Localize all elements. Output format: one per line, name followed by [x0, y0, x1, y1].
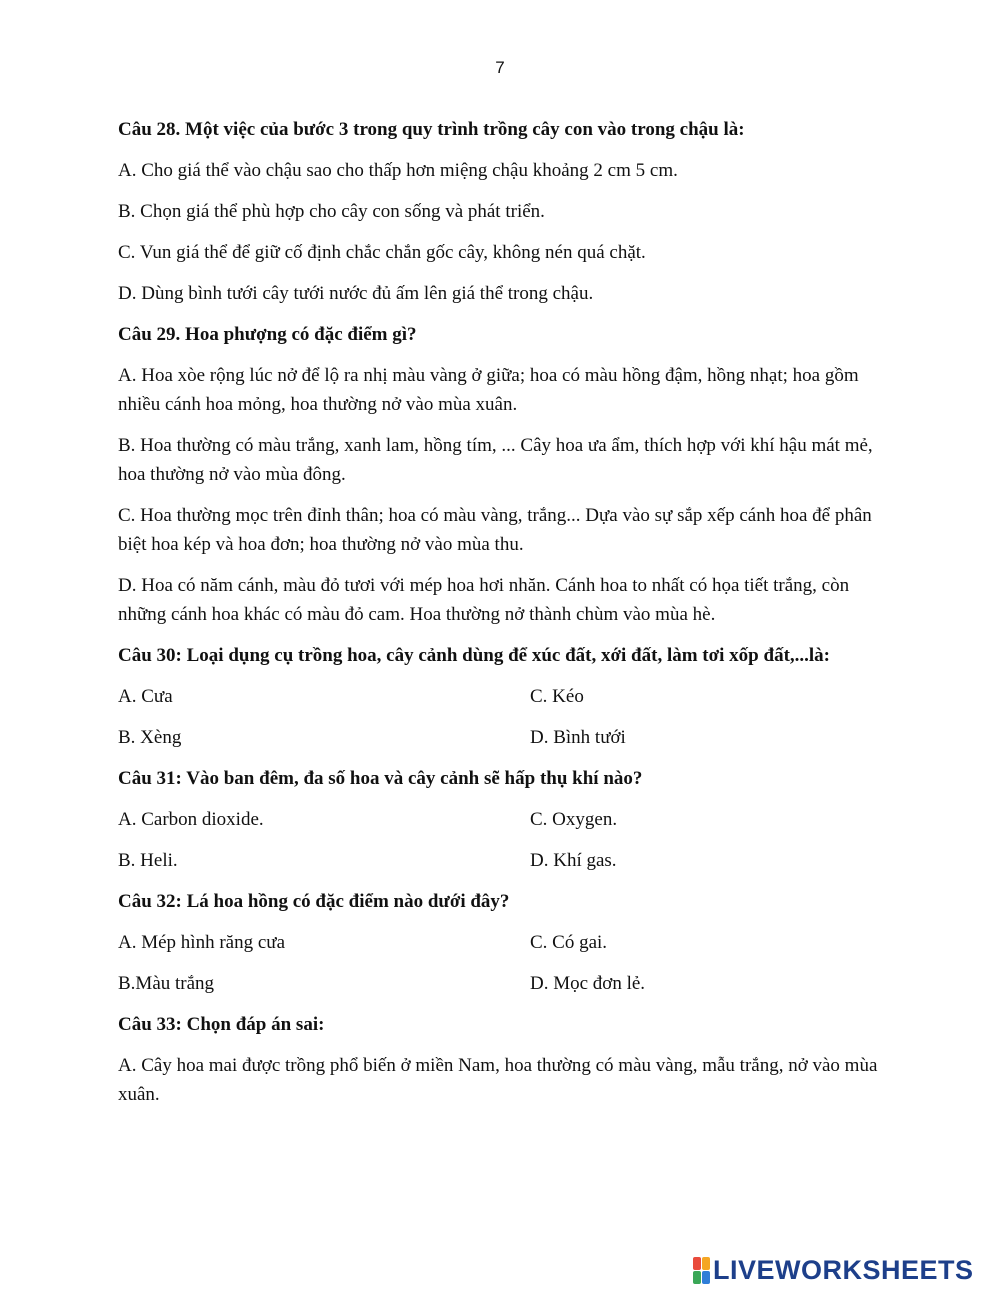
option-b: B. Chọn giá thể phù hợp cho cây con sống và phát triển. — [118, 201, 545, 222]
option-row — [118, 928, 888, 957]
liveworksheets-logo[interactable] — [693, 1253, 974, 1287]
logo-square-icon — [702, 1257, 710, 1270]
option-b: B. Hoa thường có màu trắng, xanh lam, hồng tím, ... Cây hoa ưa ẩm, thích hợp với khí hậu mát mẻ, hoa thường nở vào mùa đông. — [118, 435, 873, 485]
option-row — [118, 723, 888, 752]
option-c: C. Có gai. — [530, 932, 608, 953]
logo-square-icon — [693, 1257, 701, 1270]
option-d: D. Bình tưới — [530, 727, 626, 748]
question-32 — [118, 887, 888, 998]
option-c: C. Kéo — [530, 686, 584, 707]
option-c: C. Oxygen. — [530, 809, 618, 830]
question-30 — [118, 641, 888, 752]
question-33 — [118, 1010, 888, 1109]
logo-text: LIVEWORKSHEETS — [713, 1254, 974, 1285]
option-c: C. Hoa thường mọc trên đỉnh thân; hoa có màu vàng, trắng... Dựa vào sự sắp xếp cánh hoa để phân biệt hoa kép và hoa đơn; hoa thường nở vào mùa thu. — [118, 505, 872, 555]
option-c: C. Vun giá thể để giữ cố định chắc chắn gốc cây, không nén quá chặt. — [118, 242, 646, 263]
liveworksheets-logo-icon — [693, 1257, 709, 1283]
question-29 — [118, 320, 888, 629]
option-a: A. Carbon dioxide. — [118, 809, 264, 830]
option-a: A. Mép hình răng cưa — [118, 932, 286, 953]
option-row — [118, 682, 888, 711]
question-31 — [118, 764, 888, 875]
option-b: B.Màu trắng — [118, 973, 215, 994]
option-d: D. Dùng bình tưới cây tưới nước đủ ấm lên giá thể trong chậu. — [118, 283, 594, 304]
option-a: A. Hoa xòe rộng lúc nở để lộ ra nhị màu vàng ở giữa; hoa có màu hồng đậm, hồng nhạt; hoa gồm nhiều cánh hoa mỏng, hoa thường nở vào mùa xuân. — [118, 365, 859, 415]
option-row — [118, 969, 888, 998]
question-title: Câu 32: Lá hoa hồng có đặc điểm nào dưới đây? — [118, 891, 510, 912]
option-b: B. Heli. — [118, 850, 178, 871]
option-row — [118, 805, 888, 834]
option-d: D. Khí gas. — [530, 850, 617, 871]
option-b: B. Xèng — [118, 727, 182, 748]
option-a: A. Cưa — [118, 686, 173, 707]
question-title: Câu 31: Vào ban đêm, đa số hoa và cây cảnh sẽ hấp thụ khí nào? — [118, 768, 643, 789]
option-a: A. Cây hoa mai được trồng phổ biến ở miền Nam, hoa thường có màu vàng, mẫu trắng, nở vào mùa xuân. — [118, 1055, 878, 1105]
question-title: Câu 28. Một việc của bước 3 trong quy trình trồng cây con vào trong chậu là: — [118, 119, 745, 140]
option-row — [118, 846, 888, 875]
option-d: D. Hoa có năm cánh, màu đỏ tươi với mép hoa hơi nhăn. Cánh hoa to nhất có họa tiết trắng, còn những cánh hoa khác có màu đỏ cam. Hoa thường nở thành chùm vào mùa hè. — [118, 575, 850, 625]
worksheet-content — [118, 115, 888, 1121]
page-number: 7 — [495, 58, 505, 77]
option-d: D. Mọc đơn lẻ. — [530, 973, 646, 994]
option-a: A. Cho giá thể vào chậu sao cho thấp hơn miệng chậu khoảng 2 cm 5 cm. — [118, 160, 678, 181]
question-title: Câu 33: Chọn đáp án sai: — [118, 1014, 325, 1035]
logo-square-icon — [702, 1271, 710, 1284]
question-title: Câu 30: Loại dụng cụ trồng hoa, cây cảnh dùng để xúc đất, xới đất, làm tơi xốp đất,...là: — [118, 645, 830, 666]
question-28 — [118, 115, 888, 308]
logo-square-icon — [693, 1271, 701, 1284]
question-title: Câu 29. Hoa phượng có đặc điểm gì? — [118, 324, 417, 345]
